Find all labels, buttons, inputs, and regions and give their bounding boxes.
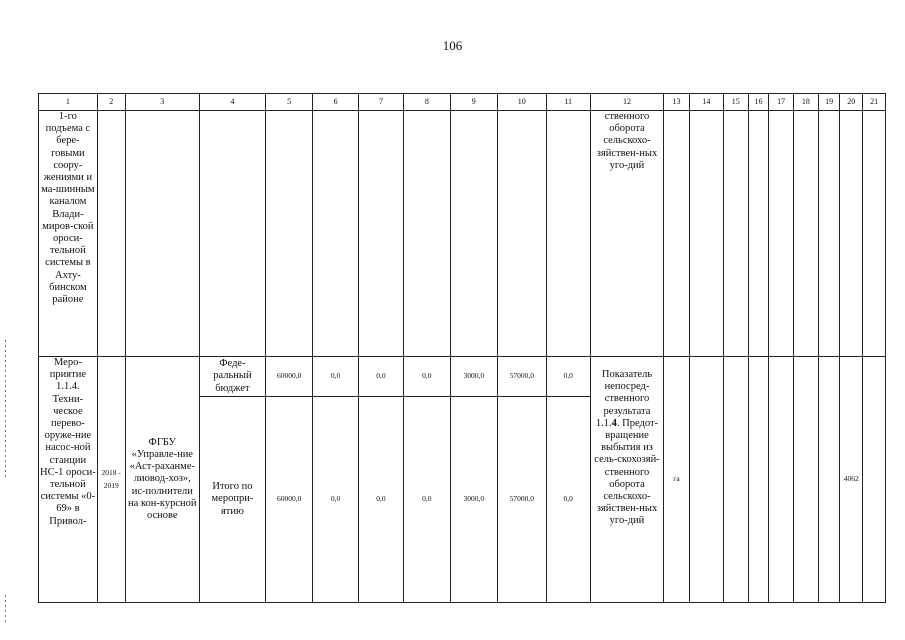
table-cell [450,111,497,357]
table-cell [748,357,769,603]
table-cell [769,111,794,357]
table-cell [689,111,723,357]
scan-margin-mark [5,595,6,625]
col-header: 18 [794,94,819,111]
table-cell [840,111,863,357]
table-cell [358,111,403,357]
indicator-text: . Предот-вращение выбытия из сель-скохозяй-ственного оборота сельскохо-зяйствен-ных уго-дий [594,417,660,527]
indicator-text: Показатель непосред-ственного результата 1.1. [595,369,653,429]
table-cell [125,111,199,357]
continuation-row [39,111,886,357]
col-header: 4 [199,94,265,111]
target-value-cell: 4062 [840,357,863,603]
col-header: 8 [404,94,450,111]
col-header: 2 [97,94,125,111]
header-row [39,94,886,111]
table-cell [664,111,690,357]
amount-cell: 60000,0 [265,397,312,603]
table-cell [546,111,590,357]
unit-cell: га [664,357,690,603]
funding-source-cell: Феде-ральный бюджет [199,357,265,397]
amount-cell: 0,0 [404,397,450,603]
amount-cell: 57000,0 [498,397,546,603]
col-header: 13 [664,94,690,111]
funding-source-cell: Итого по меропри-ятию [199,397,265,603]
table-cell [818,111,840,357]
col-header: 14 [689,94,723,111]
amount-cell: 3000,0 [450,397,497,603]
amount-cell: 0,0 [313,397,358,603]
federal-budget-row [39,357,886,397]
activity-name-cell: Меро-приятие 1.1.4. Техни-ческое перево-оруже-ние насос-ной станции НС-1 ороси-тельной системы «0-69» в Привол- [39,357,98,603]
amount-cell: 0,0 [404,357,450,397]
amount-cell: 0,0 [358,357,403,397]
amount-cell: 0,0 [546,357,590,397]
table-cell [404,111,450,357]
amount-cell: 0,0 [358,397,403,603]
table-cell [97,111,125,357]
table-cell [794,357,819,603]
amount-cell: 60000,0 [265,357,312,397]
table-cell [498,111,546,357]
col-header: 21 [863,94,886,111]
table-cell [265,111,312,357]
table-cell [748,111,769,357]
program-table [38,93,886,603]
table-cell [199,111,265,357]
indicator-number: 4 [611,417,617,429]
col-header: 20 [840,94,863,111]
col-header: 7 [358,94,403,111]
amount-cell: 0,0 [546,397,590,603]
table-cell [769,357,794,603]
table-cell [794,111,819,357]
indicator-cell: ственного оборота сельскохо-зяйствен-ных уго-дий [590,111,663,357]
col-header: 5 [265,94,312,111]
table-cell [689,357,723,603]
scan-margin-mark [5,340,6,480]
object-name-cell: 1-го подъема с бере-говыми соору-жениями и ма-шинным каналом Влади-миров-ской ороси-тельной системы в Ахту-бинском районе [39,111,98,357]
period-cell: 2018 - 2019 [97,357,125,603]
amount-cell: 3000,0 [450,357,497,397]
table-cell [863,357,886,603]
table-cell [313,111,358,357]
col-header: 15 [723,94,748,111]
col-header: 12 [590,94,663,111]
table-cell [723,111,748,357]
table-cell [723,357,748,603]
table-cell [863,111,886,357]
col-header: 19 [818,94,840,111]
col-header: 16 [748,94,769,111]
col-header: 6 [313,94,358,111]
amount-cell: 57000,0 [498,357,546,397]
col-header: 9 [450,94,497,111]
col-header: 10 [498,94,546,111]
indicator-cell [590,357,663,603]
page-number: 106 [442,38,463,53]
col-header: 11 [546,94,590,111]
executor-cell: ФГБУ «Управле-ние «Аст-раханме-лиовод-хоз», ис-полнители на кон-курсной основе [125,357,199,603]
col-header: 3 [125,94,199,111]
table-cell [818,357,840,603]
col-header: 1 [39,94,98,111]
amount-cell: 0,0 [313,357,358,397]
col-header: 17 [769,94,794,111]
